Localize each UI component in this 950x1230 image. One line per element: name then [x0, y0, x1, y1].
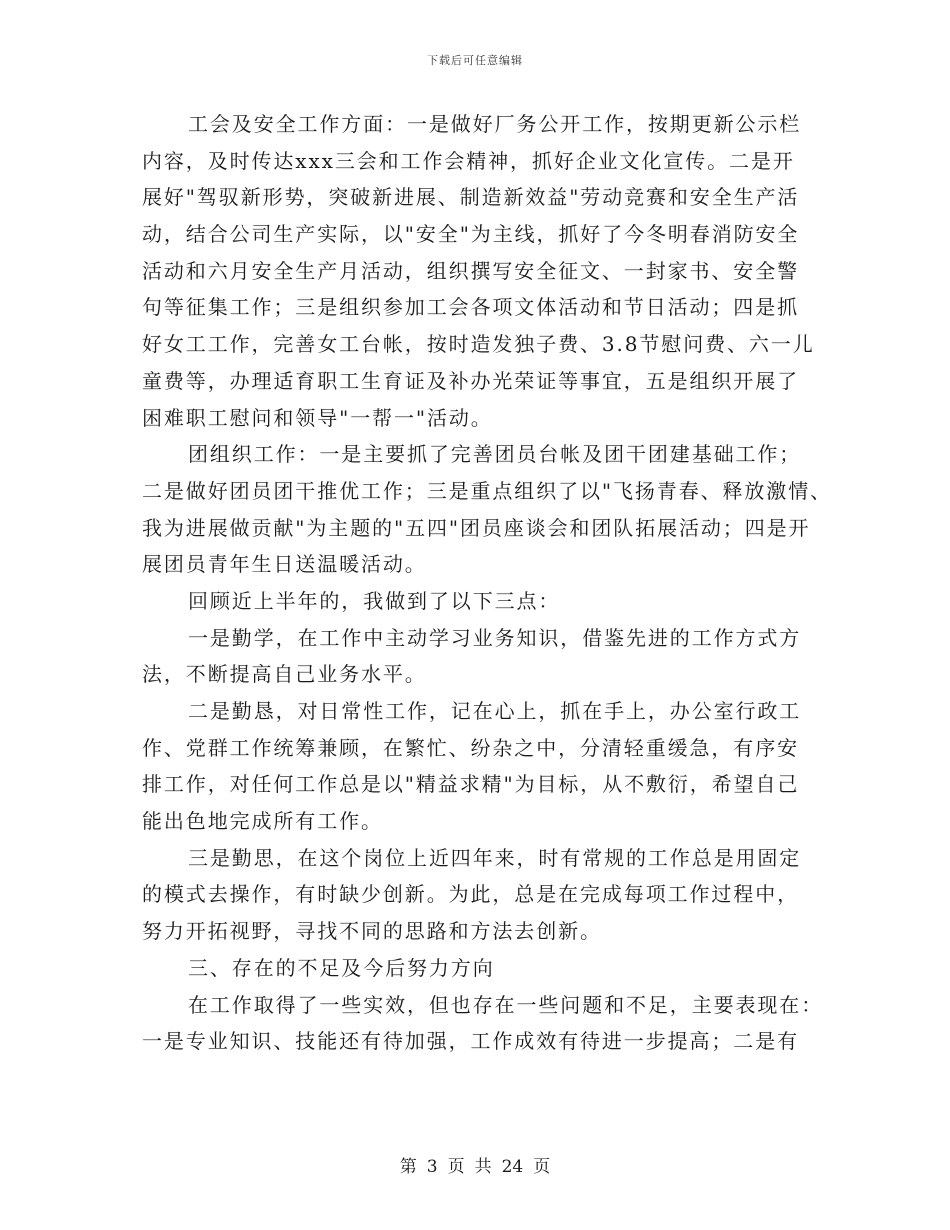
footer-current-page: 3 — [426, 1157, 438, 1177]
text-line: 排工作，对任何工作总是以"精益求精"为目标，从不敷衍，希望自己 — [142, 772, 800, 797]
text-line: 动，结合公司生产实际，以"安全"为主线，抓好了今冬明春消防安全 — [142, 222, 800, 247]
text-line: 能出色地完成所有工作。 — [142, 809, 383, 834]
text-line: 三是勤思，在这个岗位上近四年来，时有常规的工作总是用固定 — [188, 845, 802, 870]
text-line: 团组织工作：一是主要抓了完善团员台帐及团干团建基础工作； — [188, 442, 802, 467]
text-line: 回顾近上半年的，我做到了以下三点： — [188, 588, 561, 613]
text-line: 努力开拓视野，寻找不同的思路和方法去创新。 — [142, 919, 602, 944]
text-line: 的模式去操作，有时缺少创新。为此，总是在完成每项工作过程中， — [142, 882, 799, 907]
footer-total-word: 共 — [474, 1157, 492, 1177]
text-line: 困难职工慰问和领导"一帮一"活动。 — [142, 405, 493, 430]
text-line: 句等征集工作；三是组织参加工会各项文体活动和节日活动；四是抓 — [142, 295, 799, 320]
text-line: 作、党群工作统筹兼顾，在繁忙、纷杂之中，分清轻重缓急，有序安 — [142, 735, 799, 760]
text-line: 活动和六月安全生产月活动，组织撰写安全征文、一封家书、安全警 — [142, 258, 799, 283]
footer-total-pages: 24 — [501, 1157, 524, 1177]
document-body — [142, 106, 832, 1060]
text-line: 一是勤学，在工作中主动学习业务知识，借鉴先进的工作方式方 — [188, 625, 802, 650]
footer-prefix: 第 — [399, 1157, 417, 1177]
text-line: 童费等，办理适育职工生育证及补办光荣证等事宜，五是组织开展了 — [142, 368, 799, 393]
text-line: 展团员青年生日送温暖活动。 — [142, 552, 427, 577]
text-line: 二是勤恳，对日常性工作，记在心上，抓在手上，办公室行政工 — [188, 699, 802, 723]
text-line: 工会及安全工作方面：一是做好厂务公开工作，按期更新公示栏 — [188, 112, 802, 136]
text-line: 我为进展做贡献"为主题的"五四"团员座谈会和团队拓展活动；四是开 — [142, 515, 811, 540]
page-footer — [0, 1152, 950, 1177]
text-line: 内容，及时传达xxx三会和工作会精神，抓好企业文化宣传。二是开 — [142, 148, 795, 173]
text-line: 法，不断提高自己业务水平。 — [142, 662, 427, 687]
text-line: 在工作取得了一些实效，但也存在一些问题和不足，主要表现在： — [188, 992, 824, 1017]
text-line: 好女工工作，完善女工台帐，按时造发独子费、3.8节慰问费、六一儿 — [142, 332, 815, 357]
text-line: 三、存在的不足及今后努力方向 — [188, 955, 495, 980]
footer-suffix: 页 — [533, 1157, 551, 1177]
text-line: 二是做好团员团干推优工作；三是重点组织了以"飞扬青春、释放激情、 — [142, 478, 832, 503]
page-header-note: 下载后可任意编辑 — [427, 54, 523, 67]
footer-page-word: 页 — [447, 1157, 465, 1177]
text-line: 展好"驾驭新形势，突破新进展、制造新效益"劳动竞赛和安全生产活 — [142, 185, 800, 210]
text-line: 一是专业知识、技能还有待加强，工作成效有待进一步提高；二是有 — [142, 1029, 799, 1054]
